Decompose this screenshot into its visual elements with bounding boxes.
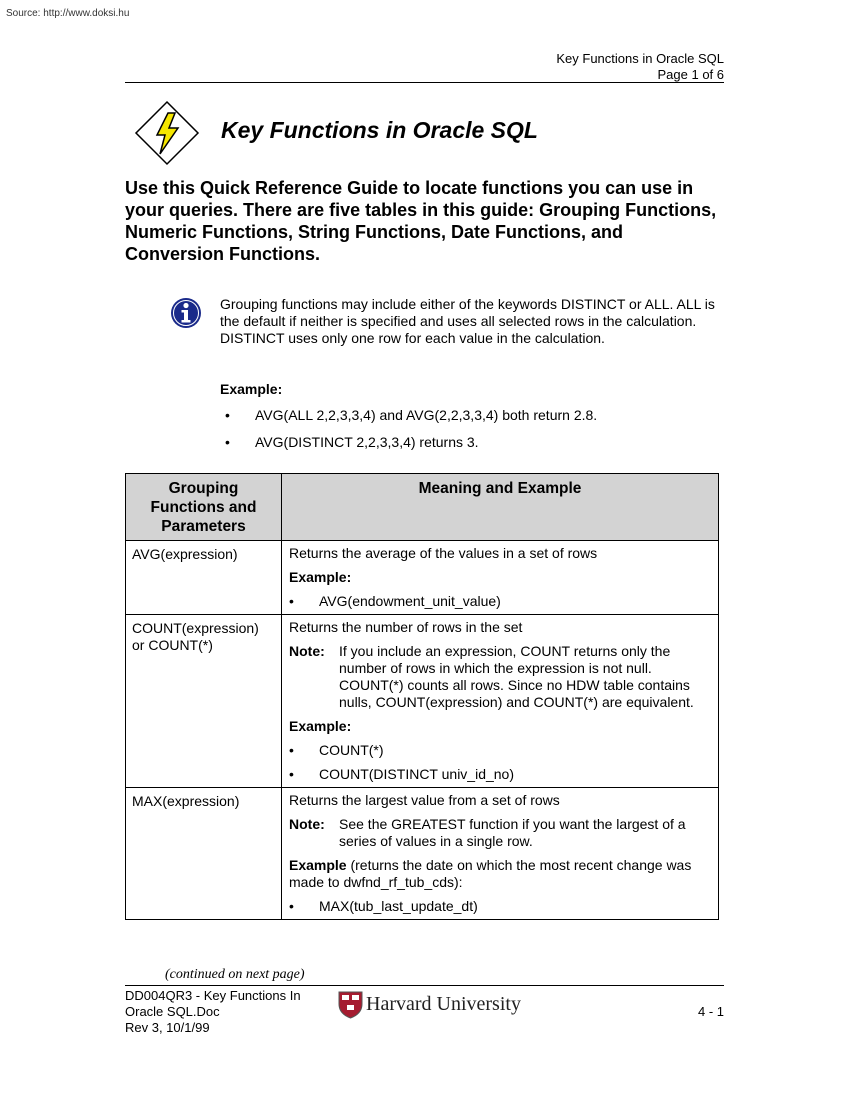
harvard-shield-icon	[338, 991, 363, 1019]
meaning-text: Returns the largest value from a set of rows	[289, 792, 560, 808]
function-cell: AVG(expression)	[126, 541, 282, 615]
source-url: Source: http://www.doksi.hu	[6, 8, 130, 19]
info-note-text: Grouping functions may include either of the keywords DISTINCT or ALL. ALL is the default if neither is specified and uses all selected rows in the calculation. DISTINCT uses only one row for each value in the calculation.	[220, 296, 715, 346]
page-title: Key Functions in Oracle SQL	[221, 117, 538, 143]
info-example-label: Example:	[220, 381, 283, 397]
meaning-text: Returns the average of the values in a set of rows	[289, 545, 598, 561]
note-block	[289, 643, 712, 711]
table-header-row	[126, 474, 719, 541]
note-text: See the GREATEST function if you want the largest of a series of values in a single row.	[339, 816, 686, 849]
table-row	[126, 788, 719, 920]
continued-note: (continued on next page)	[165, 967, 305, 982]
grouping-functions-table	[125, 473, 719, 920]
footer-doc-id: DD004QR3 - Key Functions In	[125, 988, 301, 1003]
meaning-cell	[282, 615, 719, 788]
bullet-marker: •	[225, 407, 230, 423]
info-icon	[170, 297, 202, 329]
example-bullet: • COUNT(DISTINCT univ_id_no)	[289, 766, 712, 783]
intro-paragraph: Use this Quick Reference Guide to locate functions you can use in your queries. There are five tables in this guide: Grouping Functions, Numeric Functions, String Functions, Date Functions, and Conversion Functions.	[125, 178, 717, 264]
example-suffix: (returns the date on which the most recent change was made to dwfnd_rf_tub_cds):	[289, 857, 692, 890]
table-row	[126, 615, 719, 788]
column-header-meaning: Meaning and Example	[282, 474, 719, 541]
note-block	[289, 816, 712, 850]
example-label: Example	[289, 857, 347, 873]
column-header-function: Grouping Functions and Parameters	[126, 474, 282, 541]
note-text: If you include an expression, COUNT returns only the number of rows in which the expression is not null. COUNT(*) counts all rows. Since no HDW table contains nulls, COUNT(expression) and COUNT(*) are equivalent.	[339, 643, 694, 710]
example-bullet: • COUNT(*)	[289, 742, 712, 759]
footer-university-name: Harvard University	[366, 993, 521, 1015]
function-cell: MAX(expression)	[126, 788, 282, 920]
bullet-marker: •	[225, 434, 230, 450]
header-rule	[125, 82, 724, 83]
note-label: Note:	[289, 643, 325, 659]
example-label: Example:	[289, 718, 352, 734]
example-bullet: • MAX(tub_last_update_dt)	[289, 898, 712, 915]
meaning-cell	[282, 788, 719, 920]
note-label: Note:	[289, 816, 325, 832]
example-description	[289, 857, 712, 891]
lightning-diamond-icon	[134, 100, 200, 166]
example-label: Example:	[289, 569, 352, 585]
footer-doc-info	[125, 988, 301, 1036]
footer-page-number: 4 - 1	[697, 1004, 724, 1019]
function-cell: COUNT(expression) or COUNT(*)	[126, 615, 282, 788]
info-bullet-text: AVG(ALL 2,2,3,3,4) and AVG(2,2,3,3,4) both return 2.8.	[255, 407, 598, 423]
table-row	[126, 541, 719, 615]
meaning-text: Returns the number of rows in the set	[289, 619, 523, 635]
footer-doc-file: Oracle SQL.Doc	[125, 1004, 220, 1019]
running-header-title: Key Functions in Oracle SQL	[556, 51, 724, 66]
example-bullet: • AVG(endowment_unit_value)	[289, 593, 712, 610]
info-bullet-text: AVG(DISTINCT 2,2,3,3,4) returns 3.	[255, 434, 479, 450]
footer-rule	[125, 985, 724, 986]
running-header-page: Page 1 of 6	[657, 67, 724, 82]
meaning-cell	[282, 541, 719, 615]
footer-revision: Rev 3, 10/1/99	[125, 1020, 210, 1035]
